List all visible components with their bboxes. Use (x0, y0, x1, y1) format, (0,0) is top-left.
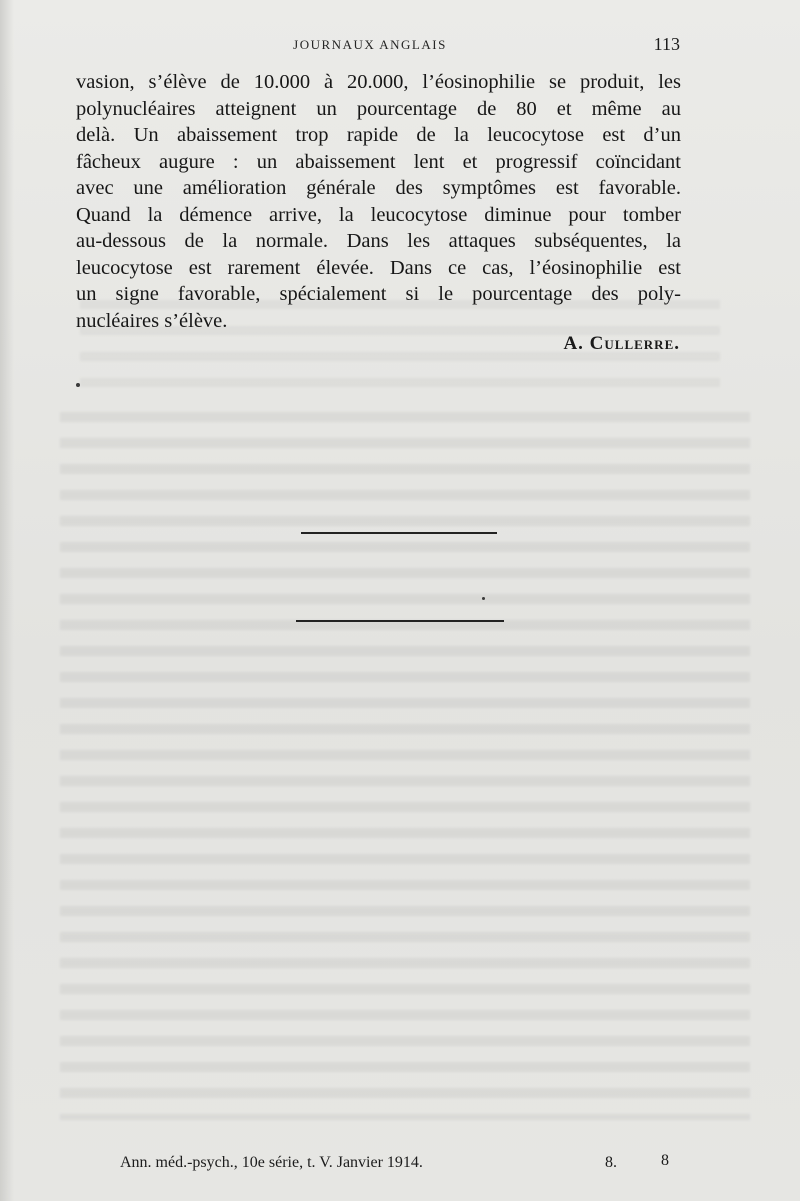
journal-citation: Ann. méd.-psych., 10e série, t. V. Janvier 1914. (120, 1154, 423, 1171)
page-edge-shadow (0, 0, 14, 1201)
text-line: vasion, s’élève de 10.000 à 20.000, l’éosinophilie se produit, les (76, 71, 681, 93)
text-line: nucléaires s’élève. (76, 309, 228, 332)
signature-mark-extra: 8 (661, 1152, 669, 1169)
author-initial: A. (563, 333, 590, 354)
bleed-through-text (60, 400, 750, 1120)
page-number: 113 (653, 34, 680, 54)
signature-mark: 8. (605, 1154, 617, 1171)
running-title: JOURNAUX ANGLAIS (293, 37, 447, 52)
text-line: leucocytose est rarement élevée. Dans ce cas, l’éosinophilie est (76, 256, 681, 279)
article-body (76, 69, 681, 334)
page-header (60, 34, 680, 58)
ink-speck (482, 597, 485, 600)
section-divider-short (301, 532, 497, 534)
text-line: fâcheux augure : un abaissement lent et progressif coïncidant (76, 150, 681, 173)
text-line: delà. Un abaissement trop rapide de la leucocytose est d’un (76, 124, 681, 146)
author-signature (563, 333, 680, 355)
text-line: un signe favorable, spécialement si le pourcentage des poly- (76, 283, 681, 305)
text-line: avec une amélioration générale des symptômes est favorable. (76, 177, 681, 199)
section-divider-long (296, 620, 504, 622)
author-name: Cullerre. (589, 333, 680, 354)
text-line: polynucléaires atteignent un pourcentage de 80 et même au (76, 97, 681, 120)
page-footer (120, 1148, 680, 1178)
text-line: Quand la démence arrive, la leucocytose diminue pour tomber (76, 203, 681, 226)
text-line: au-dessous de la normale. Dans les attaques subséquentes, la (76, 230, 681, 252)
ink-speck (76, 383, 80, 387)
